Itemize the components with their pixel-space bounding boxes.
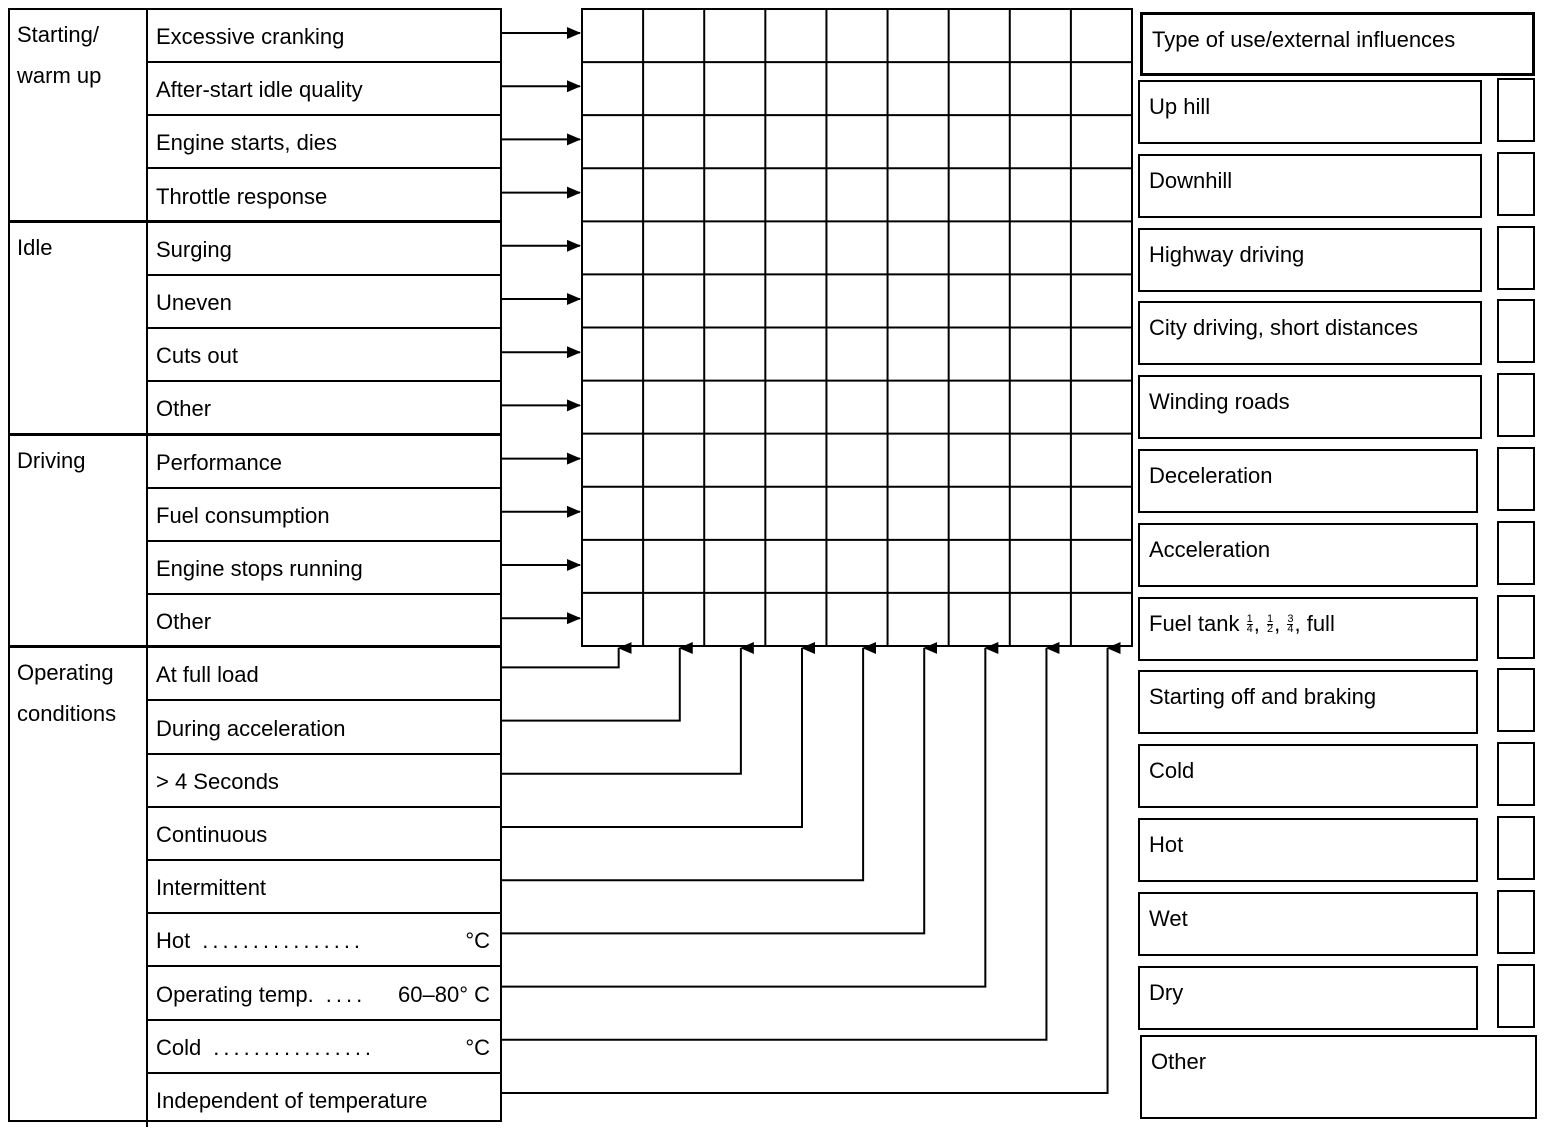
fraction-numerator: 1 [1246, 613, 1253, 626]
influence-checkbox[interactable] [1497, 373, 1535, 437]
symptom-row: Other [156, 609, 212, 635]
symptom-row: Continuous [148, 808, 500, 861]
condition-connector [502, 648, 863, 880]
influence-checkbox[interactable] [1497, 447, 1535, 511]
influence-label: Deceleration [1138, 449, 1478, 513]
condition-connector [502, 648, 1108, 1093]
symptom-row: Intermittent [148, 861, 500, 914]
temperature-label: Independent of temperature [156, 1087, 428, 1113]
condition-connector [502, 648, 924, 933]
fraction [1247, 615, 1253, 634]
temperature-label: Cold [156, 1034, 202, 1060]
temperature-unit: 60–80° C [398, 981, 490, 1007]
influences-header: Type of use/external influences [1140, 12, 1535, 76]
temperature-unit: °C [465, 928, 490, 954]
fuel-tank-label: Fuel tank $\frac{1}{4}$ , $\frac{1}{2}$ , $\frac{3}{4}$ , full [1138, 597, 1478, 661]
influence-checkbox[interactable] [1497, 668, 1535, 732]
symptom-row: Surging [148, 223, 500, 276]
group-label-line: conditions [17, 701, 117, 727]
influence-label: City driving, short distances [1138, 301, 1482, 365]
condition-connector [502, 648, 619, 667]
influence-checkbox[interactable] [1497, 964, 1535, 1028]
condition-connector [502, 648, 1046, 1040]
symptom-row: Throttle response [156, 183, 328, 209]
influence-label: Up hill [1138, 80, 1482, 144]
temperature-unit: °C [465, 1034, 490, 1060]
fuel-tank-suffix: full [1306, 610, 1335, 636]
other-notes-field[interactable]: Other [1140, 1035, 1537, 1119]
influence-label: Highway driving [1138, 228, 1482, 292]
influence-label: Cold [1138, 744, 1478, 808]
group-label-line: Starting/ [17, 22, 99, 47]
influence-checkbox[interactable] [1497, 816, 1535, 880]
symptom-row: Cuts out [148, 329, 500, 382]
dot-leader: ................ [213, 1034, 376, 1060]
group-label-line: Operating [17, 660, 114, 686]
influence-checkbox[interactable] [1497, 521, 1535, 585]
influence-label: Starting off and braking [1138, 670, 1478, 734]
symptom-row: Engine starts, dies [148, 116, 500, 169]
influence-label: Acceleration [1138, 523, 1478, 587]
dot-leader: .... [325, 981, 367, 1007]
group-label-line: warm up [17, 63, 102, 88]
influence-checkbox[interactable] [1497, 226, 1535, 290]
fraction-numerator: 3 [1287, 613, 1294, 626]
diagnosis-matrix [582, 9, 1132, 646]
symptom-row: After-start idle quality [148, 63, 500, 116]
symptom-row: During acceleration [148, 702, 500, 755]
symptom-row: Uneven [148, 276, 500, 329]
influence-checkbox[interactable] [1497, 299, 1535, 363]
temperature-label: Hot [156, 928, 191, 954]
symptom-row: Performance [148, 436, 500, 489]
influence-checkbox[interactable] [1497, 152, 1535, 216]
group-label-line: Idle [17, 234, 53, 260]
symptom-row: Other [156, 396, 212, 422]
influence-label: Hot [1138, 818, 1478, 882]
condition-connector [502, 648, 680, 721]
influence-checkbox[interactable] [1497, 890, 1535, 954]
symptom-row: Excessive cranking [148, 10, 500, 63]
influence-checkbox[interactable] [1497, 595, 1535, 659]
influence-label: Downhill [1138, 154, 1482, 218]
influence-label: Dry [1138, 966, 1478, 1030]
influence-label: Winding roads [1138, 375, 1482, 439]
influence-checkbox[interactable] [1497, 78, 1535, 142]
fraction-denominator: 4 [1287, 623, 1294, 636]
fraction [1267, 615, 1273, 634]
fraction-denominator: 4 [1246, 623, 1253, 636]
symptom-row: At full load [148, 648, 500, 701]
condition-connector [502, 648, 802, 827]
symptom-row: Fuel consumption [148, 489, 500, 542]
fraction-denominator: 2 [1266, 623, 1274, 636]
symptom-row: > 4 Seconds [148, 755, 500, 808]
fuel-tank-prefix: Fuel tank [1149, 610, 1240, 636]
influence-checkbox[interactable] [1497, 742, 1535, 806]
fraction-numerator: 1 [1266, 613, 1274, 626]
condition-connector [502, 648, 985, 987]
symptom-row: Engine stops running [148, 542, 500, 595]
dot-leader: ................ [202, 928, 365, 954]
group-label-line: Driving [17, 447, 86, 473]
temperature-label: Operating temp. [156, 981, 314, 1007]
influence-label: Wet [1138, 892, 1478, 956]
fraction [1287, 615, 1293, 634]
